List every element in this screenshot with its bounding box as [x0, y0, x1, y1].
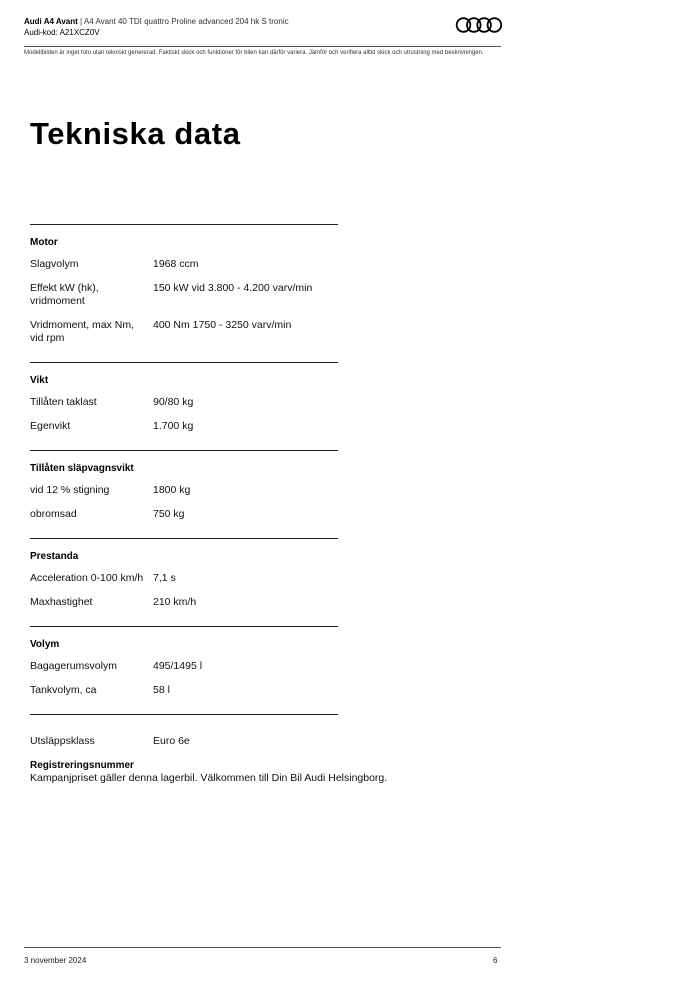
spec-row [30, 420, 338, 433]
header-divider [24, 46, 501, 47]
disclaimer-text: Modellbilden är inget foto utan tekniskt genererad. Faktiskt skick och funktioner för bilen kan därför variera. Jämför och verifiera alltid skick och utrustning med beskrivningen. [24, 50, 484, 56]
spec-value: 7,1 s [153, 572, 176, 584]
spec-row [30, 319, 338, 345]
spec-label: Utsläppsklass [30, 735, 95, 747]
spec-value: 90/80 kg [153, 396, 194, 408]
header-model-line [24, 16, 502, 27]
section-title: Volym [30, 639, 60, 650]
spec-row [30, 660, 338, 673]
spec-row [30, 396, 338, 409]
spec-section-prestanda [30, 538, 338, 626]
spec-value: 750 kg [153, 508, 185, 520]
page-number: 6 [493, 956, 498, 965]
spec-label: Slagvolym [30, 258, 79, 270]
spec-value: 400 Nm 1750 - 3250 varv/min [153, 319, 292, 331]
spec-section-slapvagnsvikt [30, 450, 338, 538]
section-title: Prestanda [30, 551, 79, 562]
page-title: Tekniska data [30, 116, 241, 151]
model-variant: A4 Avant 40 TDI quattro Proline advanced 204 hk S tronic [83, 17, 289, 26]
section-title: Vikt [30, 375, 49, 386]
spec-value: 495/1495 l [153, 660, 203, 672]
spec-label: Tankvolym, ca [30, 684, 97, 696]
spec-value: 1968 ccm [153, 258, 199, 270]
spec-value: 150 kW vid 3.800 - 4.200 varv/min [153, 282, 313, 294]
spec-label: obromsad [30, 508, 77, 520]
spec-row [30, 508, 338, 521]
registration-section [30, 759, 490, 785]
spec-section-motor [30, 224, 338, 362]
spec-section-volym [30, 626, 338, 714]
spec-label: Vridmoment, max Nm, vid rpm [30, 319, 135, 344]
spec-row [30, 572, 338, 585]
technical-specs [30, 224, 338, 759]
registration-text: Kampanjpriset gäller denna lagerbil. Välkommen till Din Bil Audi Helsingborg. [30, 772, 388, 784]
spec-row [30, 735, 338, 748]
spec-section-vikt [30, 362, 338, 450]
spec-row [30, 596, 338, 609]
spec-value: 1.700 kg [153, 420, 194, 432]
spec-label: vid 12 % stigning [30, 484, 110, 496]
audi-code: Audi-kod: A21XCZ0V [24, 28, 100, 37]
section-title: Motor [30, 237, 58, 248]
spec-value: 58 l [153, 684, 170, 696]
footer-date: 3 november 2024 [24, 956, 87, 965]
spec-row [30, 282, 338, 308]
header-separator: | [80, 17, 83, 26]
spec-label: Tillåten taklast [30, 396, 97, 408]
section-title: Tillåten släpvagnsvikt [30, 463, 134, 474]
spec-value: Euro 6e [153, 735, 190, 747]
spec-row [30, 258, 338, 271]
spec-label: Effekt kW (hk), vridmoment [30, 282, 99, 307]
spec-row [30, 484, 338, 497]
spec-value: 1800 kg [153, 484, 191, 496]
audi-rings-icon [455, 16, 503, 34]
footer-divider [24, 947, 501, 948]
spec-label: Maxhastighet [30, 596, 93, 608]
model-name: Audi A4 Avant [24, 17, 78, 26]
spec-row [30, 684, 338, 697]
page-header [24, 16, 502, 38]
spec-label: Acceleration 0-100 km/h [30, 572, 144, 584]
spec-label: Bagagerumsvolym [30, 660, 117, 672]
spec-value: 210 km/h [153, 596, 197, 608]
registration-title: Registreringsnummer [30, 760, 134, 771]
emission-section [30, 714, 338, 748]
spec-label: Egenvikt [30, 420, 71, 432]
